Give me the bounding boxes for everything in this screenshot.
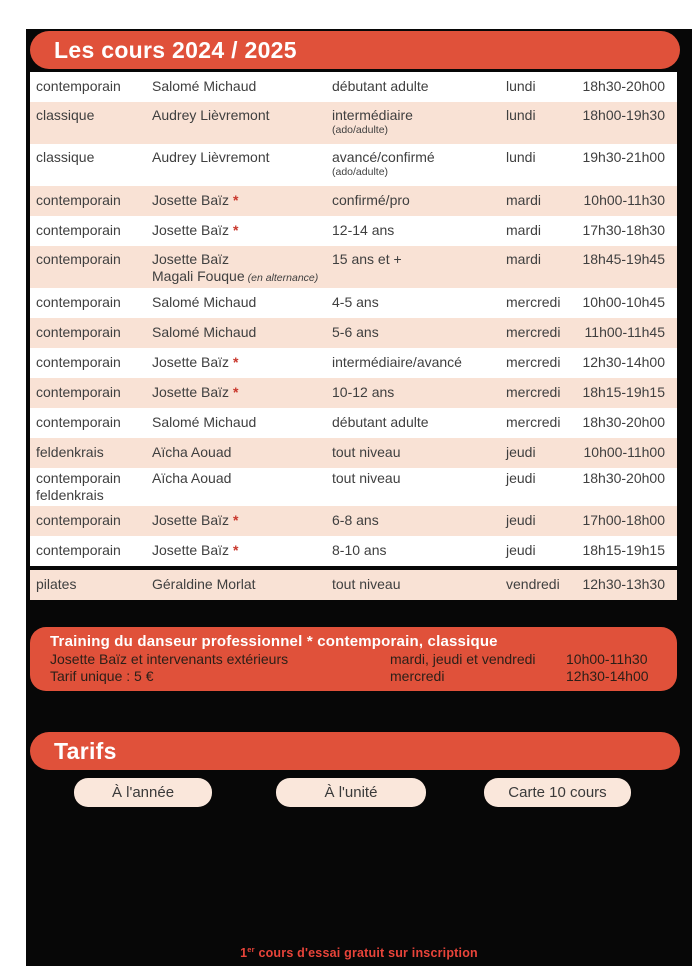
teacher-name: Josette Baïz bbox=[152, 512, 230, 528]
time-cell bbox=[576, 222, 677, 239]
day-cell bbox=[504, 222, 576, 239]
course-type-cell bbox=[36, 324, 152, 341]
courses-banner bbox=[30, 31, 680, 69]
level-cell bbox=[332, 444, 504, 461]
day-label: vendredi bbox=[506, 576, 560, 592]
level-label: 6-8 ans bbox=[332, 512, 379, 528]
course-type-cell bbox=[36, 542, 152, 559]
teacher-line bbox=[152, 384, 332, 401]
level-label: 12-14 ans bbox=[332, 222, 395, 238]
level-label: confirmé/pro bbox=[332, 192, 410, 208]
time-label: 19h30-21h00 bbox=[582, 149, 665, 165]
teacher-cell bbox=[152, 354, 332, 371]
schedule-row bbox=[30, 216, 677, 246]
time-cell bbox=[576, 294, 677, 311]
day-cell bbox=[504, 414, 576, 431]
level-cell bbox=[332, 294, 504, 311]
teacher-line bbox=[152, 354, 332, 371]
level-cell bbox=[332, 251, 504, 268]
tariff-button-unite-label: À l'unité bbox=[324, 784, 378, 801]
teacher-line bbox=[152, 251, 332, 268]
schedule-row bbox=[30, 102, 677, 144]
time-cell bbox=[576, 512, 677, 529]
time-cell bbox=[576, 107, 677, 124]
schedule-row bbox=[30, 536, 677, 566]
level-cell bbox=[332, 222, 504, 239]
course-type: contemporain bbox=[36, 542, 121, 558]
teacher-cell bbox=[152, 294, 332, 311]
day-label: mercredi bbox=[506, 414, 561, 430]
course-type-cell bbox=[36, 414, 152, 431]
level-label: 8-10 ans bbox=[332, 542, 387, 558]
day-cell bbox=[504, 107, 576, 124]
day-label: lundi bbox=[506, 78, 536, 94]
teacher-cell bbox=[152, 512, 332, 529]
time-cell bbox=[576, 78, 677, 95]
time-label: 12h30-13h30 bbox=[582, 576, 665, 592]
time-cell bbox=[576, 251, 677, 268]
time-cell bbox=[576, 384, 677, 401]
teacher-name: Josette Baïz bbox=[152, 222, 230, 238]
teacher-cell bbox=[152, 470, 332, 487]
day-label: jeudi bbox=[506, 470, 536, 486]
tariff-button-carte[interactable] bbox=[484, 778, 631, 807]
teacher-name: Josette Baïz bbox=[152, 542, 230, 558]
time-label: 10h00-11h30 bbox=[583, 192, 665, 208]
course-type-cell bbox=[36, 149, 152, 166]
day-cell bbox=[504, 354, 576, 371]
teacher-line bbox=[152, 542, 332, 559]
course-type-cell bbox=[36, 470, 152, 504]
level-cell bbox=[332, 414, 504, 431]
level-note: (ado/adulte) bbox=[332, 166, 389, 178]
teacher-cell bbox=[152, 107, 332, 124]
teacher-line bbox=[152, 444, 332, 461]
course-type-cell bbox=[36, 294, 152, 311]
training-time: 12h30-14h00 bbox=[566, 668, 649, 684]
teacher-name-secondary: Magali Fouque bbox=[152, 268, 245, 284]
teacher-line bbox=[152, 149, 332, 166]
day-label: mardi bbox=[506, 192, 542, 208]
level-cell bbox=[332, 576, 504, 593]
time-label: 18h30-20h00 bbox=[582, 470, 665, 486]
level-label: tout niveau bbox=[332, 576, 401, 592]
teacher-name: Salomé Michaud bbox=[152, 294, 257, 310]
course-type: contemporain bbox=[36, 294, 121, 310]
course-type: classique bbox=[36, 149, 95, 165]
teacher-alternance-note: (en alternance) bbox=[247, 272, 319, 284]
time-cell bbox=[576, 354, 677, 371]
level-cell bbox=[332, 512, 504, 529]
time-cell bbox=[576, 576, 677, 593]
course-type-cell bbox=[36, 251, 152, 268]
tarifs-banner bbox=[30, 732, 680, 770]
teacher-line bbox=[152, 268, 332, 287]
course-type: contemporain bbox=[36, 512, 121, 528]
course-type: contemporain bbox=[36, 384, 121, 400]
level-cell bbox=[332, 324, 504, 341]
teacher-line bbox=[152, 78, 332, 95]
teacher-line bbox=[152, 512, 332, 529]
teacher-line bbox=[152, 576, 332, 593]
course-type: contemporain bbox=[36, 78, 121, 94]
teacher-line bbox=[152, 222, 332, 239]
course-type-cell bbox=[36, 107, 152, 124]
tariff-button-annee[interactable] bbox=[74, 778, 212, 807]
schedule-row bbox=[30, 288, 677, 318]
level-label: débutant adulte bbox=[332, 414, 429, 430]
level-label: 4-5 ans bbox=[332, 294, 379, 310]
training-star-marker: * bbox=[233, 354, 239, 370]
level-label: débutant adulte bbox=[332, 78, 429, 94]
time-label: 18h45-19h45 bbox=[582, 251, 665, 267]
time-label: 18h00-19h30 bbox=[582, 107, 665, 123]
day-label: jeudi bbox=[506, 542, 536, 558]
schedule-row bbox=[30, 144, 677, 186]
teacher-cell bbox=[152, 149, 332, 166]
level-label: 10-12 ans bbox=[332, 384, 395, 400]
day-label: jeudi bbox=[506, 512, 536, 528]
teacher-name: Audrey Lièvremont bbox=[152, 149, 270, 165]
time-label: 18h30-20h00 bbox=[582, 78, 665, 94]
course-type: contemporain bbox=[36, 222, 121, 238]
day-label: mardi bbox=[506, 222, 542, 238]
teacher-cell bbox=[152, 576, 332, 593]
day-cell bbox=[504, 149, 576, 166]
teacher-name: Salomé Michaud bbox=[152, 78, 257, 94]
day-label: lundi bbox=[506, 107, 536, 123]
training-star-marker: * bbox=[233, 512, 239, 528]
day-label: lundi bbox=[506, 149, 536, 165]
time-label: 10h00-10h45 bbox=[582, 294, 665, 310]
schedule-row bbox=[30, 438, 677, 468]
time-label: 12h30-14h00 bbox=[582, 354, 665, 370]
teacher-cell bbox=[152, 542, 332, 559]
teacher-cell bbox=[152, 251, 332, 287]
course-type: contemporain bbox=[36, 192, 121, 208]
time-label: 17h00-18h00 bbox=[582, 512, 665, 528]
course-type-cell bbox=[36, 78, 152, 95]
day-label: mercredi bbox=[506, 354, 561, 370]
level-label: tout niveau bbox=[332, 444, 401, 460]
day-label: jeudi bbox=[506, 444, 536, 460]
level-cell bbox=[332, 107, 504, 137]
tarifs-banner-title: Tarifs bbox=[54, 737, 117, 764]
day-label: mercredi bbox=[506, 324, 561, 340]
schedule-row bbox=[30, 72, 677, 102]
course-type: feldenkrais bbox=[36, 444, 104, 460]
level-label: intermédiaire bbox=[332, 107, 413, 123]
teacher-cell bbox=[152, 384, 332, 401]
training-days: mardi, jeudi et vendredi bbox=[390, 651, 536, 667]
schedule-row bbox=[30, 318, 677, 348]
schedule-row bbox=[30, 348, 677, 378]
schedule-row bbox=[30, 246, 677, 288]
courses-banner-title: Les cours 2024 / 2025 bbox=[54, 36, 297, 63]
footer-note-sup: er bbox=[247, 945, 255, 954]
teacher-name: Josette Baïz bbox=[152, 251, 230, 267]
time-label: 10h00-11h00 bbox=[583, 444, 665, 460]
training-title: Training du danseur professionnel * contemporain, classique bbox=[50, 633, 498, 650]
day-cell bbox=[504, 576, 576, 593]
day-cell bbox=[504, 384, 576, 401]
teacher-line bbox=[152, 470, 332, 487]
training-star-marker: * bbox=[233, 542, 239, 558]
time-cell bbox=[576, 444, 677, 461]
day-cell bbox=[504, 78, 576, 95]
day-label: mercredi bbox=[506, 294, 561, 310]
teacher-cell bbox=[152, 192, 332, 209]
course-type: contemporain bbox=[36, 324, 121, 340]
day-cell bbox=[504, 251, 576, 268]
teacher-name: Josette Baïz bbox=[152, 384, 230, 400]
teacher-line bbox=[152, 107, 332, 124]
level-note: (ado/adulte) bbox=[332, 124, 389, 136]
footer-note-number: 1 bbox=[240, 946, 248, 961]
level-cell bbox=[332, 149, 504, 179]
level-label: 15 ans et + bbox=[332, 251, 402, 267]
level-label: 5-6 ans bbox=[332, 324, 379, 340]
tariff-button-unite[interactable] bbox=[276, 778, 426, 807]
time-label: 11h00-11h45 bbox=[584, 324, 665, 340]
day-cell bbox=[504, 324, 576, 341]
teacher-line bbox=[152, 324, 332, 341]
teacher-name: Aïcha Aouad bbox=[152, 444, 232, 460]
schedule-row bbox=[30, 468, 677, 506]
course-type-cell bbox=[36, 192, 152, 209]
course-type: contemporain bbox=[36, 414, 121, 430]
time-cell bbox=[576, 470, 677, 487]
training-teachers: Josette Baïz et intervenants extérieurs bbox=[50, 651, 289, 667]
teacher-name: Aïcha Aouad bbox=[152, 470, 232, 486]
tariff-button-annee-label: À l'année bbox=[111, 784, 175, 801]
training-tarif: Tarif unique : 5 € bbox=[50, 668, 154, 684]
schedule-row bbox=[30, 506, 677, 536]
course-type: pilates bbox=[36, 576, 77, 592]
course-type: contemporain bbox=[36, 354, 121, 370]
teacher-name: Josette Baïz bbox=[152, 354, 230, 370]
time-cell bbox=[576, 324, 677, 341]
training-days: mercredi bbox=[390, 668, 445, 684]
training-line bbox=[50, 668, 665, 685]
training-box bbox=[30, 627, 677, 691]
schedule-table bbox=[30, 72, 677, 600]
teacher-cell bbox=[152, 324, 332, 341]
time-cell bbox=[576, 542, 677, 559]
teacher-name: Josette Baïz bbox=[152, 192, 230, 208]
time-cell bbox=[576, 149, 677, 166]
course-type-cell bbox=[36, 576, 152, 593]
teacher-cell bbox=[152, 78, 332, 95]
time-label: 17h30-18h30 bbox=[582, 222, 665, 238]
time-cell bbox=[576, 414, 677, 431]
training-star-marker: * bbox=[233, 384, 239, 400]
tariff-button-carte-label: Carte 10 cours bbox=[508, 784, 607, 801]
course-type-cell bbox=[36, 384, 152, 401]
day-cell bbox=[504, 294, 576, 311]
time-label: 18h15-19h15 bbox=[582, 384, 665, 400]
level-label: tout niveau bbox=[332, 470, 401, 486]
day-cell bbox=[504, 444, 576, 461]
course-type: contemporain bbox=[36, 470, 121, 486]
level-cell bbox=[332, 542, 504, 559]
training-line bbox=[50, 651, 665, 668]
day-label: mercredi bbox=[506, 384, 561, 400]
level-cell bbox=[332, 470, 504, 487]
teacher-line bbox=[152, 192, 332, 209]
level-cell bbox=[332, 384, 504, 401]
teacher-name: Salomé Michaud bbox=[152, 414, 257, 430]
level-cell bbox=[332, 78, 504, 95]
day-label: mardi bbox=[506, 251, 542, 267]
training-star-marker: * bbox=[233, 222, 239, 238]
day-cell bbox=[504, 542, 576, 559]
teacher-line bbox=[152, 294, 332, 311]
teacher-cell bbox=[152, 222, 332, 239]
course-type: classique bbox=[36, 107, 95, 123]
course-type-cell bbox=[36, 354, 152, 371]
course-type-cell bbox=[36, 512, 152, 529]
training-star-marker: * bbox=[233, 192, 239, 208]
teacher-line bbox=[152, 414, 332, 431]
schedule-row bbox=[30, 186, 677, 216]
level-cell bbox=[332, 192, 504, 209]
footer-note bbox=[26, 945, 692, 960]
time-cell bbox=[576, 192, 677, 209]
day-cell bbox=[504, 512, 576, 529]
black-panel bbox=[26, 29, 692, 966]
level-label: avancé/confirmé bbox=[332, 149, 435, 165]
course-type-cell bbox=[36, 444, 152, 461]
teacher-cell bbox=[152, 444, 332, 461]
course-type-cell bbox=[36, 222, 152, 239]
course-type: contemporain bbox=[36, 251, 121, 267]
training-time: 10h00-11h30 bbox=[566, 651, 648, 667]
time-label: 18h15-19h15 bbox=[582, 542, 665, 558]
level-label: intermédiaire/avancé bbox=[332, 354, 462, 370]
teacher-name: Salomé Michaud bbox=[152, 324, 257, 340]
schedule-row bbox=[30, 570, 677, 600]
time-label: 18h30-20h00 bbox=[582, 414, 665, 430]
teacher-name: Géraldine Morlat bbox=[152, 576, 256, 592]
teacher-name: Audrey Lièvremont bbox=[152, 107, 270, 123]
day-cell bbox=[504, 470, 576, 487]
footer-note-text: cours d'essai gratuit sur inscription bbox=[254, 946, 478, 961]
level-cell bbox=[332, 354, 504, 371]
schedule-row bbox=[30, 408, 677, 438]
course-type-secondary: feldenkrais bbox=[36, 487, 104, 503]
schedule-row bbox=[30, 378, 677, 408]
day-cell bbox=[504, 192, 576, 209]
teacher-cell bbox=[152, 414, 332, 431]
